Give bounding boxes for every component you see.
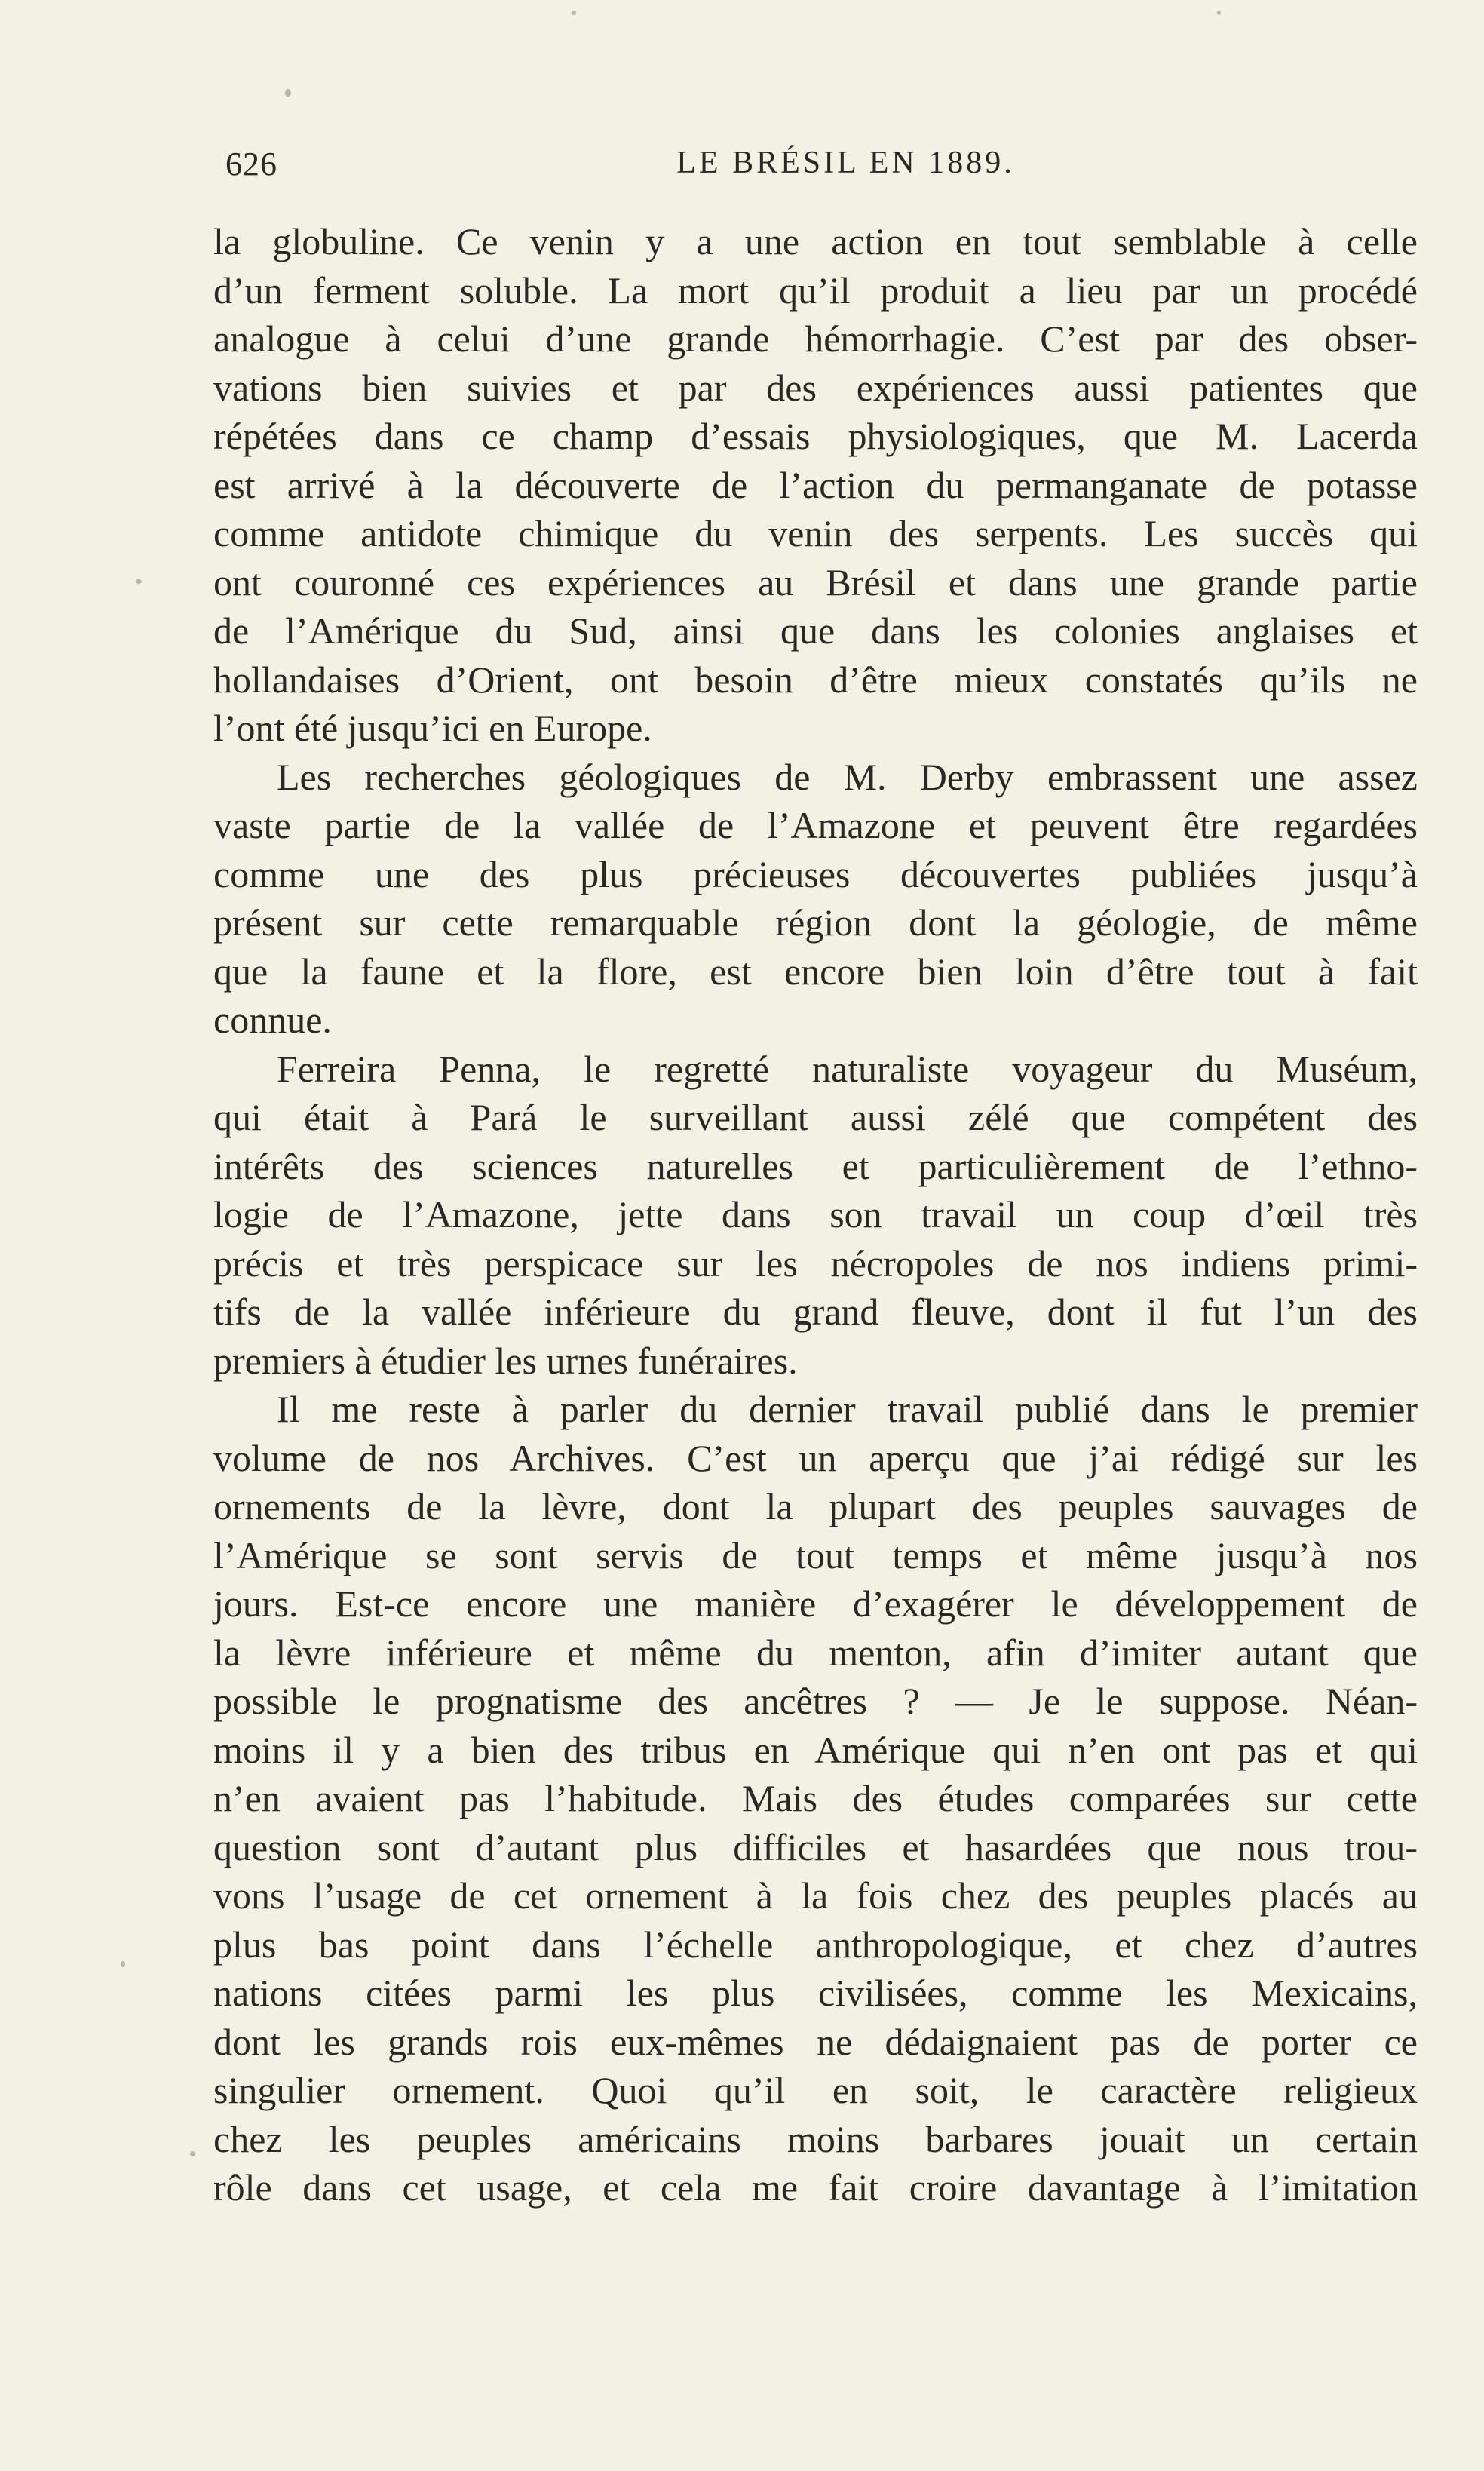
paragraph xyxy=(213,1385,1418,2212)
text-line: présent sur cette remarquable région dont la géologie, de même xyxy=(213,901,1418,944)
text-line: intérêts des sciences naturelles et particulièrement de l’ethno- xyxy=(213,1144,1418,1187)
text-line: comme une des plus précieuses découvertes publiées jusqu’à xyxy=(213,852,1418,895)
text-line: volume de nos Archives. C’est un aperçu que j’ai rédigé sur les xyxy=(213,1436,1418,1479)
text-line: l’Amérique se sont servis de tout temps et même jusqu’à nos xyxy=(213,1533,1418,1576)
scan-speck xyxy=(572,11,576,15)
text-line: nations citées parmi les plus civilisées, comme les Mexicains, xyxy=(213,1972,1418,2014)
text-line: plus bas point dans l’échelle anthropologique, et chez d’autres xyxy=(213,1923,1418,1966)
scan-speck xyxy=(121,1961,125,1967)
text-line: est arrivé à la découverte de l’action du permanganate de potasse xyxy=(213,463,1418,506)
text-line: connue. xyxy=(213,999,332,1041)
text-line: chez les peuples américains moins barbares jouait un certain xyxy=(213,2117,1418,2160)
text-line: la globuline. Ce venin y a une action en tout semblable à celle xyxy=(213,220,1418,262)
text-line: hollandaises d’Orient, ont besoin d’être mieux constatés qu’ils ne xyxy=(213,658,1418,701)
text-line: moins il y a bien des tribus en Amérique qui n’en ont pas et qui xyxy=(213,1728,1418,1771)
text-line: possible le prognatisme des ancêtres ? — Je le suppose. Néan- xyxy=(213,1680,1418,1722)
scan-speck xyxy=(1217,11,1221,15)
paragraph xyxy=(213,217,1418,753)
scan-speck xyxy=(190,2151,195,2156)
text-line: de l’Amérique du Sud, ainsi que dans les colonies anglaises et xyxy=(213,609,1418,652)
page-header xyxy=(213,145,1418,190)
text-line: précis et très perspicace sur les nécropoles de nos indiens primi- xyxy=(213,1242,1418,1285)
paragraph xyxy=(213,753,1418,1045)
text-line: que la faune et la flore, est encore bien loin d’être tout à fait xyxy=(213,950,1418,993)
text-line: rôle dans cet usage, et cela me fait croire davantage à l’imitation xyxy=(213,2166,1418,2209)
text-line: Il me reste à parler du dernier travail publié dans le premier xyxy=(277,1388,1418,1430)
text-line: répétées dans ce champ d’essais physiologiques, que M. Lacerda xyxy=(213,415,1418,457)
text-line: vaste partie de la vallée de l’Amazone et peuvent être regardées xyxy=(213,804,1418,846)
text-line: analogue à celui d’une grande hémorrhagie. C’est par des obser- xyxy=(213,318,1418,360)
text-line: jours. Est-ce encore une manière d’exagérer le développement de xyxy=(213,1582,1418,1625)
text-line: ont couronné ces expériences au Brésil et dans une grande partie xyxy=(213,560,1418,603)
text-line: comme antidote chimique du venin des serpents. Les succès qui xyxy=(213,512,1418,554)
text-line: d’un ferment soluble. La mort qu’il produit a lieu par un procédé xyxy=(213,269,1418,312)
text-line: Ferreira Penna, le regretté naturaliste voyageur du Muséum, xyxy=(277,1047,1418,1090)
body-text xyxy=(213,217,1418,2212)
text-line: vons l’usage de cet ornement à la fois chez des peuples placés au xyxy=(213,1874,1418,1917)
text-line: premiers à étudier les urnes funéraires. xyxy=(213,1339,798,1382)
scan-speck xyxy=(136,579,142,584)
text-line: singulier ornement. Quoi qu’il en soit, le caractère religieux xyxy=(213,2069,1418,2111)
running-title: LE BRÉSIL EN 1889. xyxy=(676,146,1015,180)
scan-speck xyxy=(285,89,291,97)
text-line: qui était à Pará le surveillant aussi zélé que compétent des xyxy=(213,1096,1418,1138)
text-line: vations bien suivies et par des expériences aussi patientes que xyxy=(213,366,1418,409)
text-line: question sont d’autant plus difficiles et hasardées que nous trou- xyxy=(213,1825,1418,1868)
paragraph xyxy=(213,1045,1418,1386)
text-line: n’en avaient pas l’habitude. Mais des études comparées sur cette xyxy=(213,1777,1418,1819)
text-line: ornements de la lèvre, dont la plupart des peuples sauvages de xyxy=(213,1485,1418,1527)
page-number: 626 xyxy=(225,146,277,183)
text-line: l’ont été jusqu’ici en Europe. xyxy=(213,707,652,749)
text-line: tifs de la vallée inférieure du grand fleuve, dont il fut l’un des xyxy=(213,1291,1418,1333)
text-line: la lèvre inférieure et même du menton, afin d’imiter autant que xyxy=(213,1631,1418,1674)
text-line: dont les grands rois eux-mêmes ne dédaignaient pas de porter ce xyxy=(213,2020,1418,2063)
text-line: Les recherches géologiques de M. Derby embrassent une assez xyxy=(277,755,1418,798)
text-line: logie de l’Amazone, jette dans son travail un coup d’œil très xyxy=(213,1193,1418,1236)
